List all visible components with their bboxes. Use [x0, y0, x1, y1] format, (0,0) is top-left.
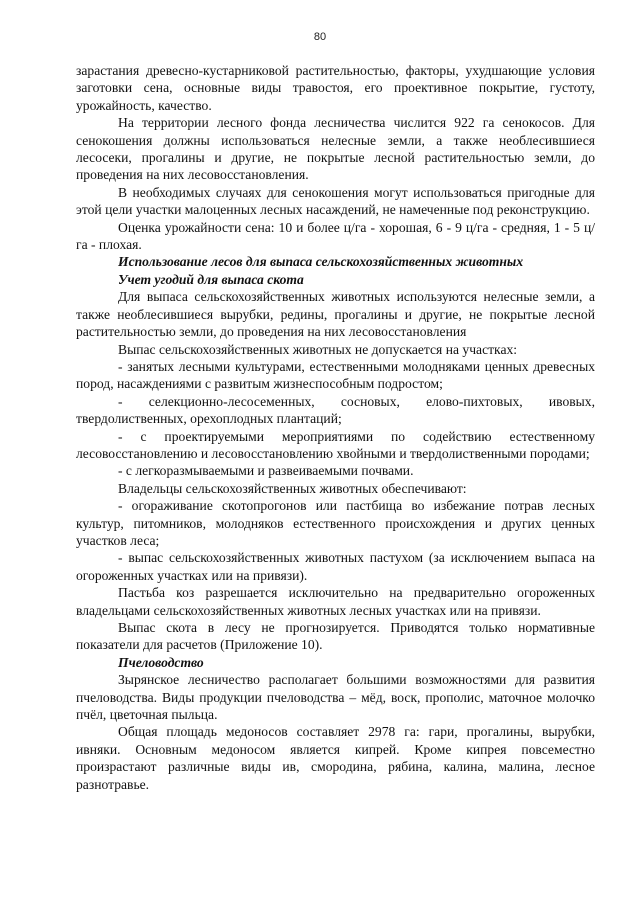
- paragraph: Пастьба коз разрешается исключительно на предварительно огороженных владельцами сельскохозяйственных животных лесных участках или на привязи.: [76, 585, 595, 618]
- paragraph: - занятых лесными культурами, естественными молодняками ценных древесных пород, насаждениями с развитым жизнеспособным подростом;: [76, 358, 595, 392]
- paragraph: зарастания древесно-кустарниковой растительностью, факторы, ухудшающие условия заготовки сена, основные виды травостоя, его проективное покрытие, густоту, урожайность, качество.: [76, 63, 595, 113]
- paragraph: - с проектируемыми мероприятиями по содействию естественному лесовосстановлению и лесовосстановлению хвойными и твердолиственными породами;: [76, 428, 595, 461]
- paragraph: - с легкоразмываемыми и развеиваемыми почвами.: [118, 463, 414, 479]
- paragraph: - огораживание скотопрогонов или пастбища во избежание потрав лесных культур, питомников, молодняков естественного происхождения и других ценных участков леса;: [76, 498, 595, 548]
- section-heading: Использование лесов для выпаса сельскохозяйственных животных: [118, 254, 524, 270]
- section-heading: Пчеловодство: [118, 654, 204, 670]
- paragraph: - селекционно-лесосеменных, сосновых, елово-пихтовых, ивовых, твердолиственных, орехоплодных плантаций;: [76, 393, 595, 427]
- paragraph: На территории лесного фонда лесничества числится 922 га сенокосов. Для сенокошения должны использоваться нелесные земли, а также необлесившиеся лесосеки, прогалины и другие, не покрытые лесной растительностью земли, до проведения на них лесовосстановления.: [76, 115, 595, 183]
- paragraph: Выпас скота в лесу не прогнозируется. Приводятся только нормативные показатели для расчетов (Приложение 10).: [76, 620, 595, 653]
- paragraph: Оценка урожайности сена: 10 и более ц/га - хорошая, 6 - 9 ц/га - средняя, 1 - 5 ц/га - плохая.: [76, 219, 595, 253]
- page-number: 80: [313, 31, 327, 43]
- paragraph: Владельцы сельскохозяйственных животных обеспечивают:: [118, 480, 467, 496]
- paragraph: Для выпаса сельскохозяйственных животных используются нелесные земли, а также необлесившиеся вырубки, редины, прогалины и другие, не покрытые лесной растительностью земли, до проведения на них лесовосстановления: [76, 289, 595, 340]
- document-body: [76, 62, 595, 793]
- paragraph: Выпас сельскохозяйственных животных не допускается на участках:: [118, 341, 518, 357]
- paragraph: - выпас сельскохозяйственных животных пастухом (за исключением выпаса на огороженных участках или на привязи).: [76, 550, 595, 583]
- paragraph: Общая площадь медоносов составляет 2978 га: гари, прогалины, вырубки, ивняки. Основным медоносом является кипрей. Кроме кипрея повсеместно произрастают различные виды ив, смородина, рябина, калина, малина, лесное разнотравье.: [76, 724, 595, 792]
- section-heading: Учет угодий для выпаса скота: [118, 271, 304, 287]
- paragraph: В необходимых случаях для сенокошения могут использоваться пригодные для этой цели участки малоценных лесных насаждений, не намеченные под реконструкцию.: [76, 184, 595, 218]
- paragraph: Зырянское лесничество располагает большими возможностями для развития пчеловодства. Виды продукции пчеловодства – мёд, воск, прополис, маточное молочко пчёл, цветочная пыльца.: [76, 672, 595, 723]
